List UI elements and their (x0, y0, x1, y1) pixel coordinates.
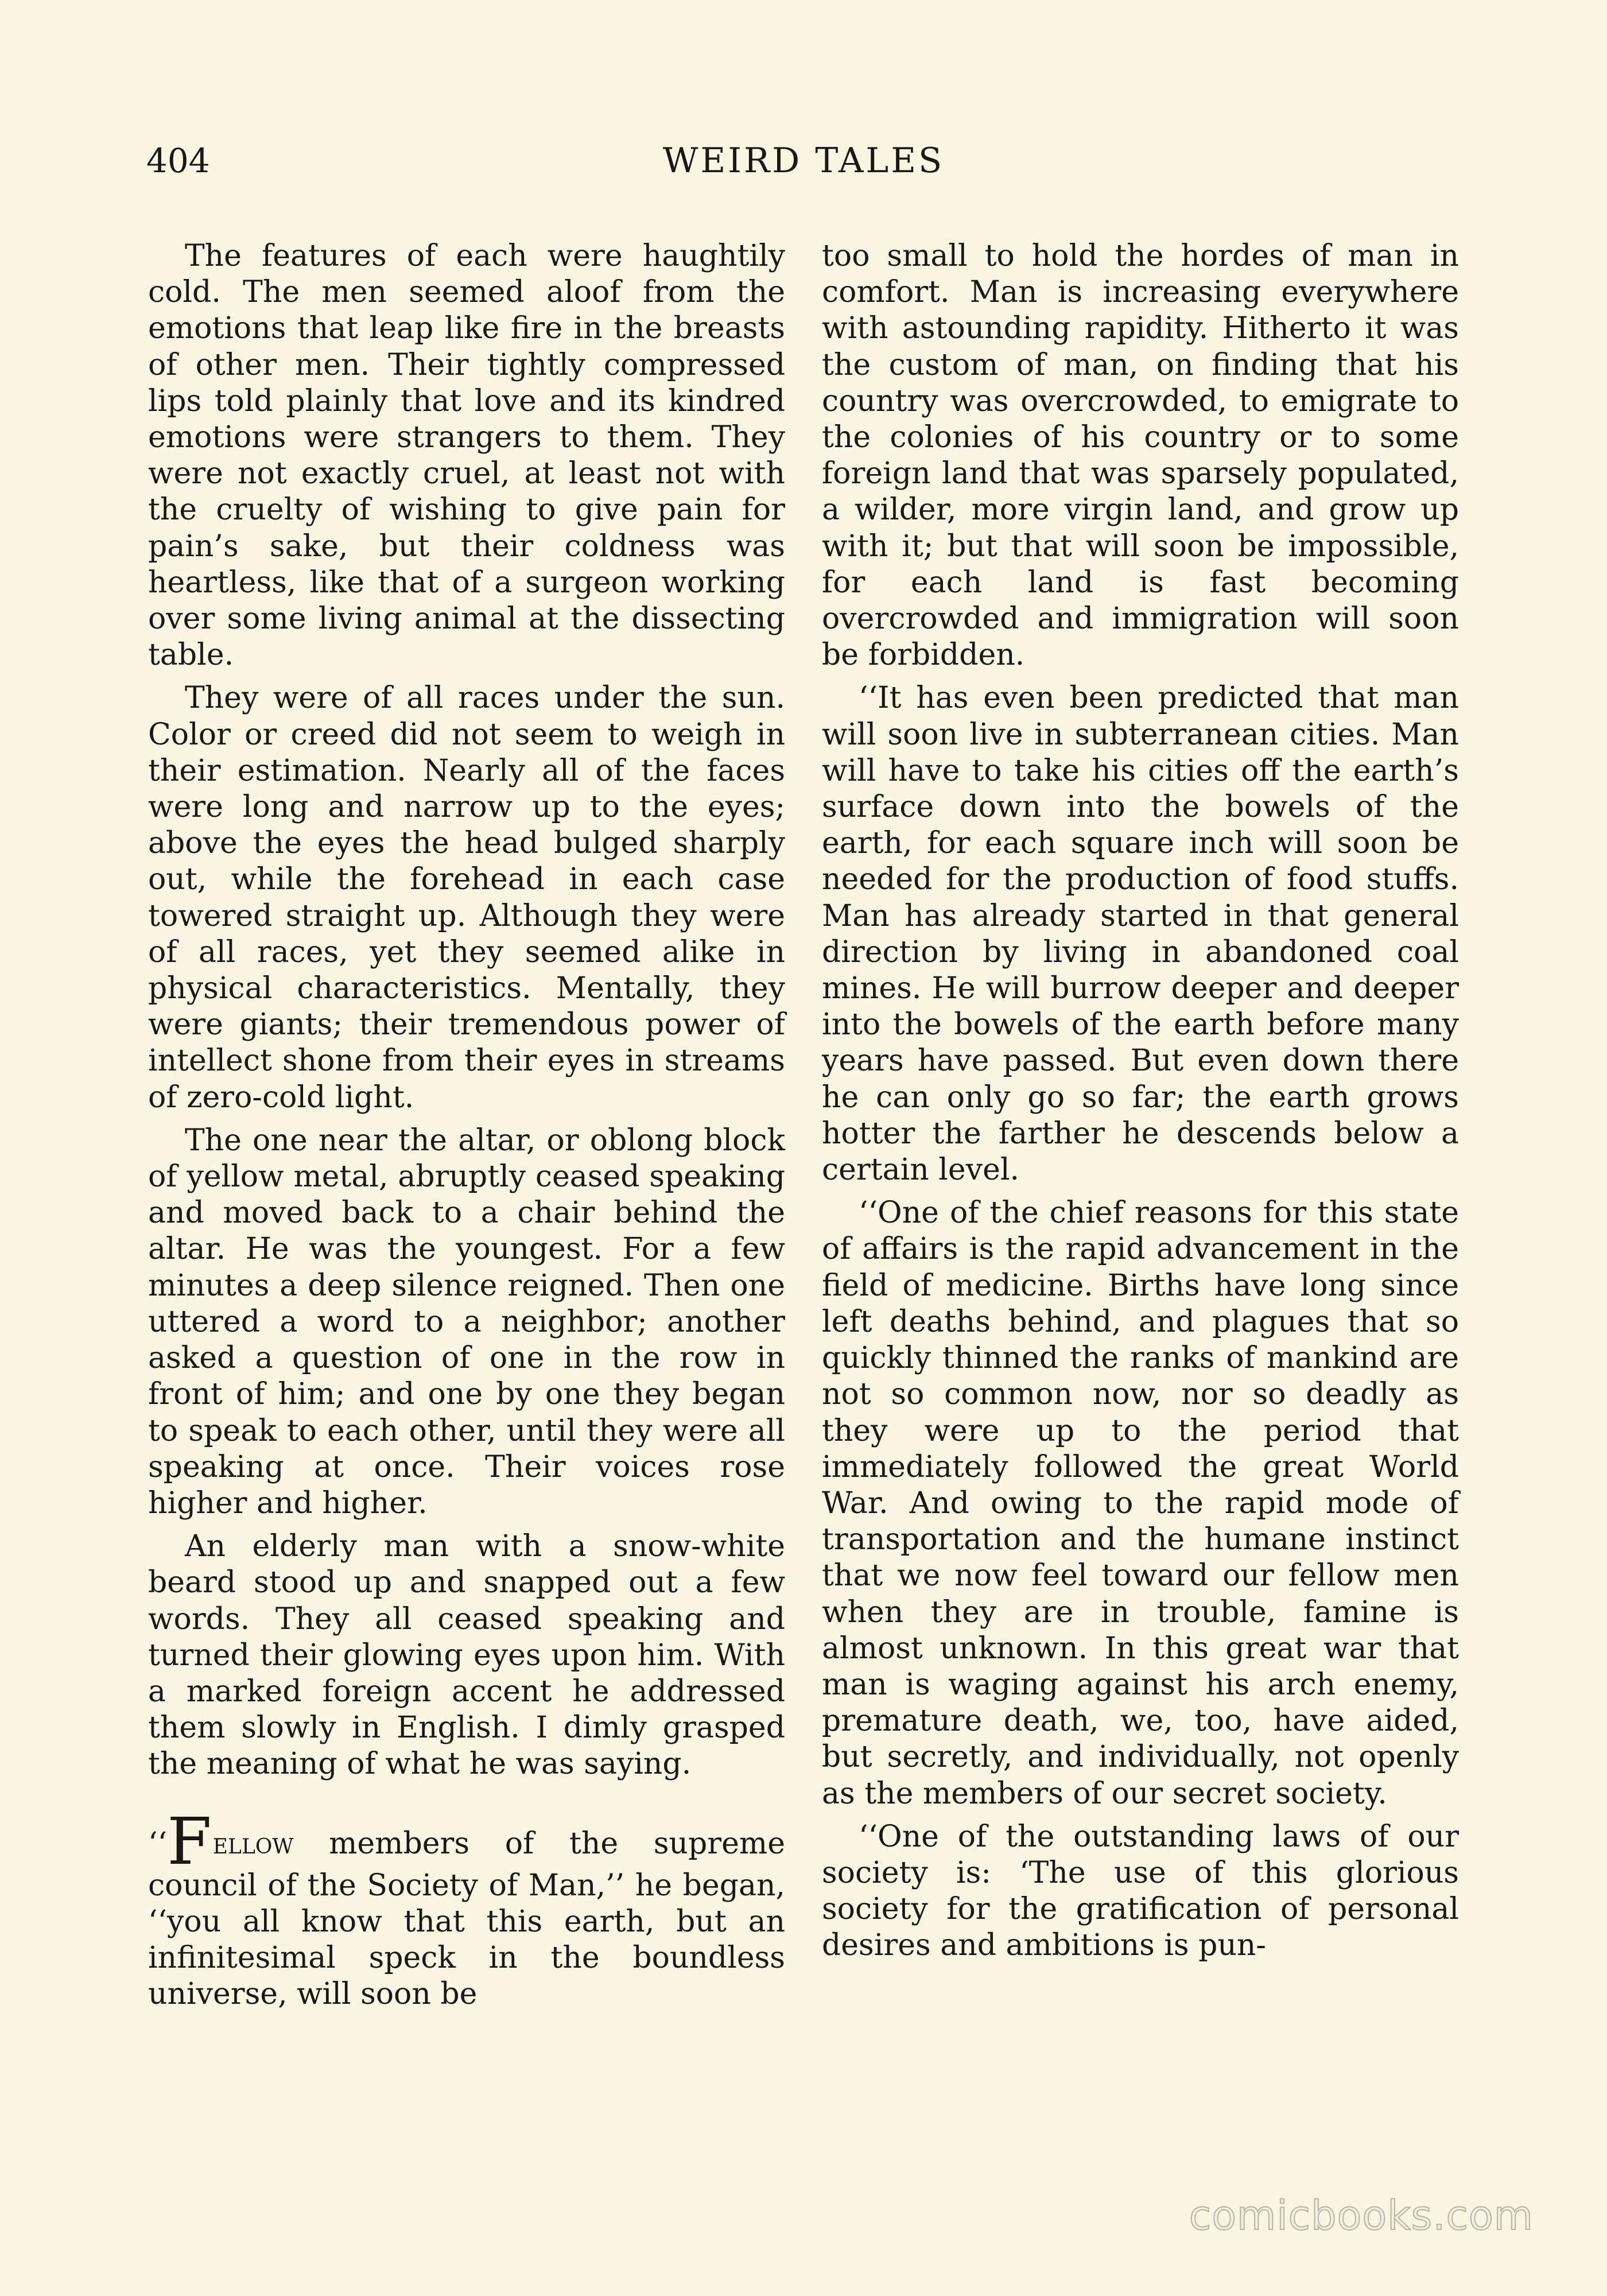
page-number: 404 (146, 141, 210, 180)
open-quote: ‘‘ (148, 1826, 168, 1861)
speech-opening-text: members of the supreme council of the Society of Man,’’ he began, ‘‘you all know that this earth, but an infinitesimal speck in the boundless universe, will soon be (148, 1826, 785, 2012)
small-caps-word: ellow (212, 1826, 294, 1861)
page-header (146, 135, 1461, 187)
paragraph-continued: too small to hold the hordes of man in comfort. Man is increasing everywhere with astounding rapidity. Hitherto it was the custom of man, on finding that his country was overcrowded, to emigrate to the colonies of his country or to some foreign land that was sparsely populated, a wilder, more virgin land, and grow up with it; but that will soon be impossible, for each land is fast becoming overcrowded and immigration will soon be forbidden. (822, 239, 1459, 673)
drop-cap: F (167, 1804, 212, 1879)
right-column (822, 238, 1459, 1964)
paragraph-races: They were of all races under the sun. Color or creed did not seem to weigh in their estimation. Nearly all of the faces were long and narrow up to the eyes; above the eyes the head bulged sharply out, while the forehead in each case towered straight up. Although they were of all races, yet they seemed alike in physical characteristics. Mentally, they were giants; their tremendous power of intellect shone from their eyes in streams of zero-cold light. (148, 681, 785, 1115)
paragraph-altar: The one near the altar, or oblong block of yellow metal, abruptly ceased speaking and moved back to a chair behind the altar. He was the youngest. For a few minutes a deep silence reigned. Then one uttered a word to a neighbor; another asked a question of one in the row in front of him; and one by one they began to speak to each other, until they were all speaking at once. Their voices rose higher and higher. (148, 1123, 785, 1521)
paragraph-medicine: ‘‘One of the chief reasons for this state of affairs is the rapid advancement in the field of medicine. Births have long since left deaths behind, and plagues that so quickly thinned the ranks of mankind are not so common now, nor so deadly as they were up to the period that immediately followed the great World War. And owing to the rapid mode of transportation and the humane instinct that we now feel toward our fellow men when they are in trouble, famine is almost unknown. In this great war that man is waging against his arch enemy, premature death, we, too, have aided, but secretly, and individually, not openly as the members of our secret society. (822, 1196, 1459, 1811)
paragraph-features: The features of each were haughtily cold. The men seemed aloof from the emotions that leap like fire in the breasts of other men. Their tightly compressed lips told plainly that love and its kindred emotions were strangers to them. They were not exactly cruel, at least not with the cruelty of wishing to give pain for pain’s sake, but their coldness was heartless, like that of a surgeon working over some living animal at the dissecting table. (148, 239, 785, 673)
paragraph-laws: ‘‘One of the outstanding laws of our society is: ‘The use of this glorious society for the gratification of personal desires and ambitions is pun- (822, 1819, 1459, 1963)
paragraph-subterranean: ‘‘It has even been predicted that man will soon live in subterranean cities. Man will have to take his cities off the earth’s surface down into the bowels of the earth, for each square inch will soon be needed for the production of food stuffs. Man has already started in that general direction by living in abandoned coal mines. He will burrow deeper and deeper into the bowels of the earth before many years have passed. But even down there he can only go so far; the earth grows hotter the farther he descends below a certain level. (822, 681, 1459, 1188)
watermark-logo: comicbooks.com (1189, 2192, 1534, 2239)
paragraph-speech-opening (148, 1804, 785, 2013)
paragraph-elderly-man: An elderly man with a snow-white beard stood up and snapped out a few words. They all ceased speaking and turned their glowing eyes upon him. With a marked foreign accent he addressed them slowly in English. I dimly grasped the meaning of what he was saying. (148, 1529, 785, 1782)
left-column (148, 238, 785, 2012)
running-title: WEIRD TALES (662, 141, 945, 181)
